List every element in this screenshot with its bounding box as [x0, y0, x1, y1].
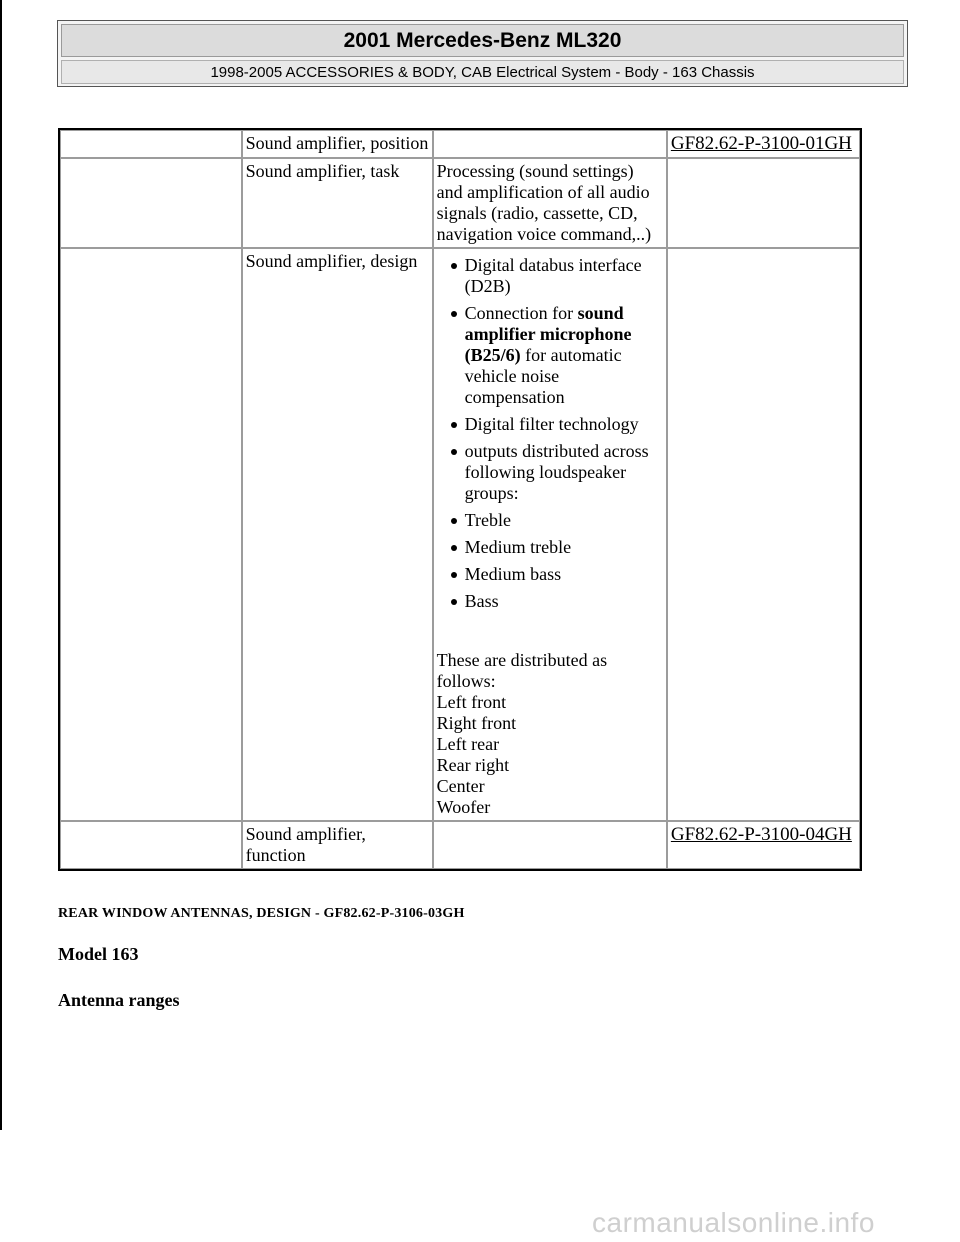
table-cell-empty	[60, 158, 242, 248]
feature-text: Connection for	[464, 303, 578, 323]
bullet-icon	[451, 311, 457, 317]
ref-link-function[interactable]: GF82.62-P-3100-04GH	[670, 824, 852, 845]
list-item	[465, 564, 663, 585]
feature-component: sound amplifier microphone (B25/6)	[464, 303, 632, 365]
feature-text: Digital databus interface (D2B)	[464, 255, 642, 296]
row-description: Processing (sound settings) and amplification of all audio signals (radio, cassette, CD, navigation voice command,..)	[433, 158, 667, 248]
table-row	[60, 158, 860, 248]
page-header	[57, 20, 908, 87]
row-label: Sound amplifier, position	[242, 130, 433, 158]
row-label: Sound amplifier, function	[242, 821, 433, 869]
table-row	[60, 821, 860, 869]
list-item	[465, 303, 663, 408]
model-line: Model 163	[58, 944, 139, 964]
ref-link-position[interactable]: GF82.62-P-3100-01GH	[670, 133, 852, 154]
list-item	[465, 537, 663, 558]
distribution-item: Left front	[436, 692, 507, 712]
distribution-intro: These are distributed as follows:	[436, 650, 608, 691]
table-cell-empty	[60, 130, 242, 158]
design-cell	[433, 248, 667, 821]
distribution-item: Left rear	[436, 734, 500, 754]
list-item	[465, 591, 663, 612]
spacer	[437, 618, 663, 650]
distribution-item: Right front	[436, 713, 517, 733]
table-row	[60, 248, 860, 821]
table-cell-empty	[60, 821, 242, 869]
table-cell-empty	[667, 248, 860, 821]
table-cell-ref	[667, 821, 860, 869]
feature-text: Medium bass	[464, 564, 562, 584]
bullet-icon	[451, 572, 457, 578]
table-row	[60, 130, 860, 158]
bullet-icon	[451, 518, 457, 524]
table-cell-empty	[433, 821, 667, 869]
distribution-item: Woofer	[436, 797, 491, 817]
distribution-block	[437, 650, 663, 818]
feature-text: Medium treble	[464, 537, 572, 557]
table-cell-empty	[433, 130, 667, 158]
document-subtitle: 1998-2005 ACCESSORIES & BODY, CAB Electrical System - Body - 163 Chassis	[61, 60, 904, 84]
list-item	[465, 441, 663, 504]
feature-text: for automatic vehicle noise compensation	[464, 345, 622, 407]
feature-text: Treble	[464, 510, 512, 530]
subheading: Antenna ranges	[58, 990, 180, 1010]
list-item	[465, 510, 663, 531]
document-title: 2001 Mercedes-Benz ML320	[61, 24, 904, 57]
distribution-item: Center	[436, 776, 485, 796]
spec-table	[58, 128, 862, 871]
feature-text: Digital filter technology	[464, 414, 639, 434]
bullet-icon	[451, 422, 457, 428]
table-cell-ref	[667, 130, 860, 158]
list-item	[465, 414, 663, 435]
bullet-icon	[451, 449, 457, 455]
bullet-icon	[451, 545, 457, 551]
design-feature-list	[437, 255, 663, 612]
row-label: Sound amplifier, task	[242, 158, 433, 248]
table-cell-empty	[60, 248, 242, 821]
list-item	[465, 255, 663, 297]
row-label: Sound amplifier, design	[242, 248, 433, 821]
watermark-footer: carmanualsonline.info	[592, 1207, 875, 1238]
table-cell-empty	[667, 158, 860, 248]
bullet-icon	[451, 263, 457, 269]
feature-text: outputs distributed across following loudspeaker groups:	[464, 441, 649, 503]
distribution-item: Rear right	[436, 755, 510, 775]
bullet-icon	[451, 599, 457, 605]
page-border-rule	[0, 0, 2, 1130]
feature-text: Bass	[464, 591, 499, 611]
section-heading: REAR WINDOW ANTENNAS, DESIGN - GF82.62-P-3106-03GH	[58, 906, 465, 921]
